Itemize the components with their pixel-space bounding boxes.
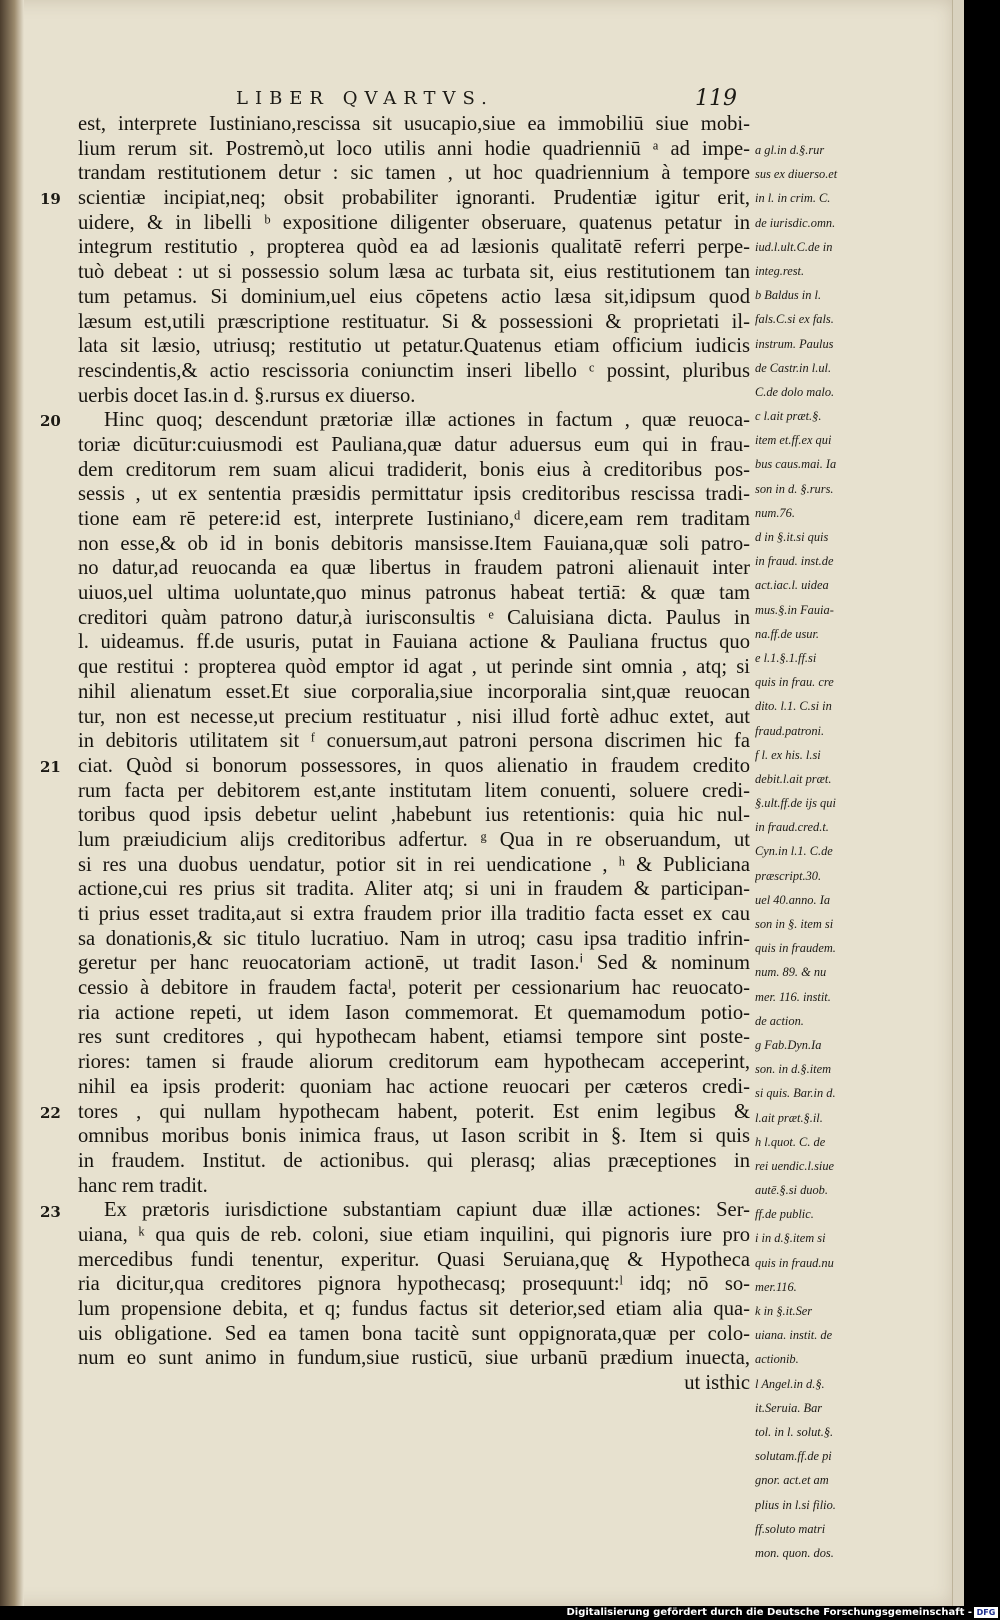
marginal-note-line: iud.l.ult.C.de in	[755, 239, 833, 254]
marginal-note-line: gnor. act.et am	[755, 1473, 829, 1488]
marginal-note-line: uiana. instit. de	[755, 1328, 833, 1343]
text-line: ti prius esset tradita,aut si extra fraudem prior illa traditio facta esset ex cau	[78, 903, 750, 925]
page-edge	[952, 0, 964, 1606]
text-line: toriæ dicūtur:cuiusmodi est Pauliana,quæ datur aduersus eum qui in frau-	[78, 433, 750, 456]
digitization-footer	[0, 1606, 1000, 1620]
text-line: in debitoris utilitatem sit ᶠ conuersum,aut patroni persona discrimen hic fa	[78, 730, 750, 753]
marginal-note-line: si quis. Bar.in d.	[755, 1086, 836, 1101]
funding-credit: Digitalisierung gefördert durch die Deutsche Forschungsgemeinschaft -	[566, 1607, 972, 1618]
marginal-note-line: num. 89. & nu	[755, 965, 827, 980]
text-line: lium rerum sit. Postremò,ut loco utilis anni hodie quadrienniū ᵃ ad impe-	[78, 137, 750, 160]
text-line: trandam restitutionem detur : sic tamen , ut hoc quadriennium à tempore	[78, 162, 750, 185]
marginal-note-line: præscript.30.	[755, 868, 822, 883]
text-line: tur, non est necesse,ut precium restituatur , nisi illud fortè adhuc extet, aut	[78, 705, 750, 728]
text-line: uerbis docet Ias.in d. §.rursus ex diuerso.	[78, 384, 416, 407]
text-line: lum propensione debita, et q; fundus factus sit deterior,sed etiam alia qua-	[78, 1298, 750, 1320]
text-line: rum facta per debitorem est,ante institutam litem conuenti, soluere credi-	[78, 779, 750, 802]
text-line: toribus quod ipsis debetur uelint ,habebunt ius retentionis: quia hic nul-	[78, 804, 750, 827]
page-gutter-shadow	[0, 0, 24, 1606]
text-line: cessio à debitore in fraudem factaˡ, poterit per cessionarium hac reuocato-	[78, 977, 750, 1000]
folio-number: 119	[695, 86, 737, 111]
main-text-column	[78, 112, 750, 1396]
text-line: est, interprete Iustiniano,rescissa sit usucapio,siue ea immobiliū siue mobi-	[78, 113, 750, 135]
marginal-note-line: rei uendic.l.siue	[755, 1158, 835, 1173]
marginal-note-line: act.iac.l. uidea	[755, 578, 829, 593]
marginal-note-line: de iurisdic.omn.	[755, 215, 836, 230]
marginal-note-line: mer. 116. instit.	[755, 989, 831, 1004]
text-line: res sunt creditores , qui hypothecam habent, etiamsi tempore sint poste-	[78, 1026, 750, 1049]
text-line: lata sit læsio, utriusq; restitutio ut petatur.Quatenus etiam officium iudicis	[78, 335, 750, 358]
section-number: 22	[40, 1104, 61, 1122]
text-line: nihil ea ipsis proderit: quoniam hac actione reuocari per cæteros credi-	[78, 1075, 750, 1098]
marginal-note-line: in fraud. inst.de	[755, 554, 834, 569]
marginal-note-line: son in d. §.rurs.	[755, 481, 834, 496]
text-line: ria actione repeti, ut idem Iason commemorat. Et quemamodum potio-	[78, 1001, 750, 1024]
marginal-note-line: integ.rest.	[755, 263, 805, 278]
marginal-note-line: in l. in crim. C.	[755, 191, 831, 206]
marginal-note-line: a gl.in d.§.rur	[755, 143, 825, 157]
marginal-note-line: k in §.it.Ser	[755, 1304, 813, 1318]
text-line: tuò debeat : ut si possessio solum læsa ac turbata sit, eius restitutionem tan	[78, 261, 750, 284]
marginal-note-line: in fraud.cred.t.	[755, 820, 829, 835]
text-line: sa donationis,& sic titulo lucratiuo. Nam in utroq; casu ipsa traditio infrin-	[78, 927, 750, 950]
marginal-note-line: uel 40.anno. Ia	[755, 892, 831, 907]
marginal-note-line: plius in l.si filio.	[755, 1497, 836, 1512]
text-line: no datur,ad reuocanda ea quæ libertus in fraudem patroni alienauit inter	[78, 557, 750, 580]
marginal-note-line: Cyn.in l.1. C.de	[755, 844, 833, 859]
text-line: ciat. Quòd si bonorum possessores, in quos alienatio in fraudem credito	[78, 754, 750, 777]
catchword: ut isthic	[684, 1372, 750, 1395]
text-line: in fraudem. Institut. de actionibus. qui plerasq; alias præceptiones in	[78, 1149, 750, 1172]
section-number: 21	[40, 758, 61, 777]
marginal-note-line: item et.ff.ex qui	[755, 433, 832, 448]
marginal-note-line: h l.quot. C. de	[755, 1134, 826, 1149]
text-line: Hinc quoq; descendunt prætoriæ illæ actiones in factum , quæ reuoca-	[104, 409, 750, 432]
text-line: tum petamus. Si dominium,uel eius cōpetens actio læsa sit,idipsum quod	[78, 285, 750, 308]
section-number: 20	[40, 412, 61, 431]
text-line: dem creditorum rem suam alicui tradiderit, bonis eius à creditoribus pos-	[78, 458, 750, 481]
marginal-note-line: mon. quon. dos.	[755, 1545, 834, 1560]
marginal-note-line: mus.§.in Fauia-	[755, 602, 834, 617]
marginal-note-line: c l.ait præt.§.	[755, 409, 822, 424]
marginal-note-line: ff.soluto matri	[755, 1521, 826, 1536]
text-line: ria dicitur,qua creditores pignora hypothecasq; prosequunt:ˡ idq; nō so-	[78, 1273, 750, 1296]
section-number: 19	[40, 190, 61, 209]
marginal-note-line: it.Seruia. Bar	[755, 1400, 823, 1415]
text-line: scientiæ incipiat,neq; obsit probabiliter ignoranti. Prudentiæ igitur erit,	[78, 187, 750, 210]
text-line: lum præiudicium alijs creditoribus adfertur. ᵍ Qua in re obseruandum, ut	[78, 828, 750, 851]
marginal-note-line: g Fab.Dyn.Ia	[755, 1037, 822, 1052]
text-line: integrum restitutio , propterea quòd ea ad læsionis qualitatē referri perpe-	[78, 236, 750, 259]
marginal-note-line: num.76.	[755, 505, 795, 520]
marginal-note-line: de action.	[755, 1013, 804, 1028]
marginal-note-line: §.ult.ff.de ijs qui	[755, 796, 836, 811]
marginal-note-line: C.de dolo malo.	[755, 384, 835, 399]
text-line: omnibus moribus bonis inimica fraus, ut Iason scribit in §. Item si quis	[78, 1125, 750, 1148]
marginal-note-line: fraud.patroni.	[755, 723, 825, 738]
text-line: tione eam rē petere:id est, interprete Iustiniano,ᵈ dicere,eam rem traditam	[78, 508, 750, 530]
marginal-note-line: solutam.ff.de pi	[755, 1449, 832, 1464]
text-line: hanc rem tradit.	[78, 1174, 208, 1197]
running-title: LIBER QVARTVS.	[236, 88, 494, 109]
marginal-note-line: i in d.§.item si	[755, 1231, 826, 1246]
marginal-note-line: f l. ex his. l.si	[755, 747, 821, 762]
marginal-note-line: de Castr.in l.ul.	[755, 360, 832, 375]
text-line: rescindentis,& actio rescissoria coniunctim inseri libello ᶜ possint, pluribus	[78, 359, 750, 382]
text-line: uis obligatione. Sed ea tamen bona tacitè sunt oppignorata,quæ per colo-	[78, 1322, 750, 1345]
marginal-note-line: e l.1.§.1.ff.si	[755, 650, 817, 665]
dfg-logo: DFG	[974, 1607, 998, 1618]
marginal-note-line: son. in d.§.item	[755, 1062, 832, 1077]
text-line: tores , qui nullam hypothecam habent, poterit. Est enim legibus &	[78, 1100, 750, 1123]
text-line: creditori quàm patrono datur,à iurisconsultis ᵉ Caluisiana dicta. Paulus in	[78, 606, 750, 629]
text-line: læsum est,utili præscriptione restituatur. Si & possessioni & proprietati il-	[78, 310, 750, 333]
text-line: geretur per hanc reuocatoriam actionē, ut tradit Iason.ⁱ Sed & nominum	[78, 952, 750, 975]
text-line: sessis , ut ex sententia præsidis permittatur ipsis creditoribus rescissa tradi-	[78, 483, 750, 506]
marginal-note-line: d in §.it.si quis	[755, 530, 829, 544]
marginal-note-line: sus ex diuerso.et	[755, 167, 838, 182]
marginal-note-line: quis in frau. cre	[755, 675, 834, 690]
text-line: uidere, & in libelli ᵇ expositione diligenter obseruare, quatenus petatur in	[78, 211, 750, 234]
text-line: num eo sunt animo in fundum,siue rusticū, siue urbanū prædium inuecta,	[78, 1347, 750, 1370]
marginal-notes	[755, 138, 850, 1565]
marginal-note-line: son in §. item si	[755, 917, 834, 931]
text-line: l. uideamus. ff.de usuris, putat in Fauiana actione & Pauliana fructus quo	[78, 631, 750, 654]
marginal-note-line: quis in fraud.nu	[755, 1255, 834, 1270]
marginal-note-line: tol. in l. solut.§.	[755, 1424, 834, 1439]
text-line: nihil alienatum esset.Et siue corporalia,siue incorporalia sint,quæ reuocan	[78, 680, 750, 703]
marginal-note-line: mer.116.	[755, 1279, 797, 1294]
marginal-note-line: ff.de public.	[755, 1207, 814, 1222]
text-line: Ex prætoris iurisdictione substantiam capiunt duæ illæ actiones: Ser-	[104, 1199, 750, 1222]
text-line: riores: tamen si fraude aliorum creditorum eam hypothecam acceperint,	[78, 1051, 750, 1074]
text-line: non esse,& ob id in bonis debitoris mansisse.Item Fauiana,quæ soli patro-	[78, 532, 750, 555]
text-line: uiuos,uel ultima uoluntate,quo minus patronus habeat tertiā: & quæ tam	[78, 582, 750, 605]
section-number: 23	[40, 1202, 61, 1221]
marginal-note-line: autē.§.si duob.	[755, 1183, 828, 1198]
text-line: que restitui : propterea quòd emptor id agat , ut perinde sint omnia , atq; si	[78, 656, 750, 679]
marginal-note-line: l.ait præt.§.il.	[755, 1110, 823, 1125]
text-line: actione,cui res prius sit tradita. Aliter atq; si uni in fraudem & participan-	[78, 878, 750, 901]
marginal-note-line: fals.C.si ex fals.	[755, 312, 834, 327]
text-line: uiana, ᵏ qua quis de reb. coloni, siue etiam inquilini, qui pignoris iure pro	[78, 1223, 750, 1246]
text-line: si res una duobus uendatur, potior sit in rei uendicatione , ʰ & Publiciana	[78, 853, 750, 876]
marginal-note-line: dito. l.1. C.si in	[755, 699, 832, 714]
marginal-note-line: bus caus.mai. Ia	[755, 457, 837, 472]
marginal-note-line: quis in fraudem.	[755, 941, 836, 956]
marginal-note-line: b Baldus in l.	[755, 288, 822, 303]
marginal-note-line: debit.l.ait præt.	[755, 771, 832, 786]
text-line: mercedibus fundi tenentur, experitur. Quasi Seruiana,quę & Hypotheca	[78, 1248, 750, 1271]
marginal-note-line: l Angel.in d.§.	[755, 1376, 825, 1391]
marginal-note-line: na.ff.de usur.	[755, 626, 820, 641]
marginal-note-line: instrum. Paulus	[755, 336, 834, 351]
marginal-note-line: actionib.	[755, 1352, 799, 1367]
